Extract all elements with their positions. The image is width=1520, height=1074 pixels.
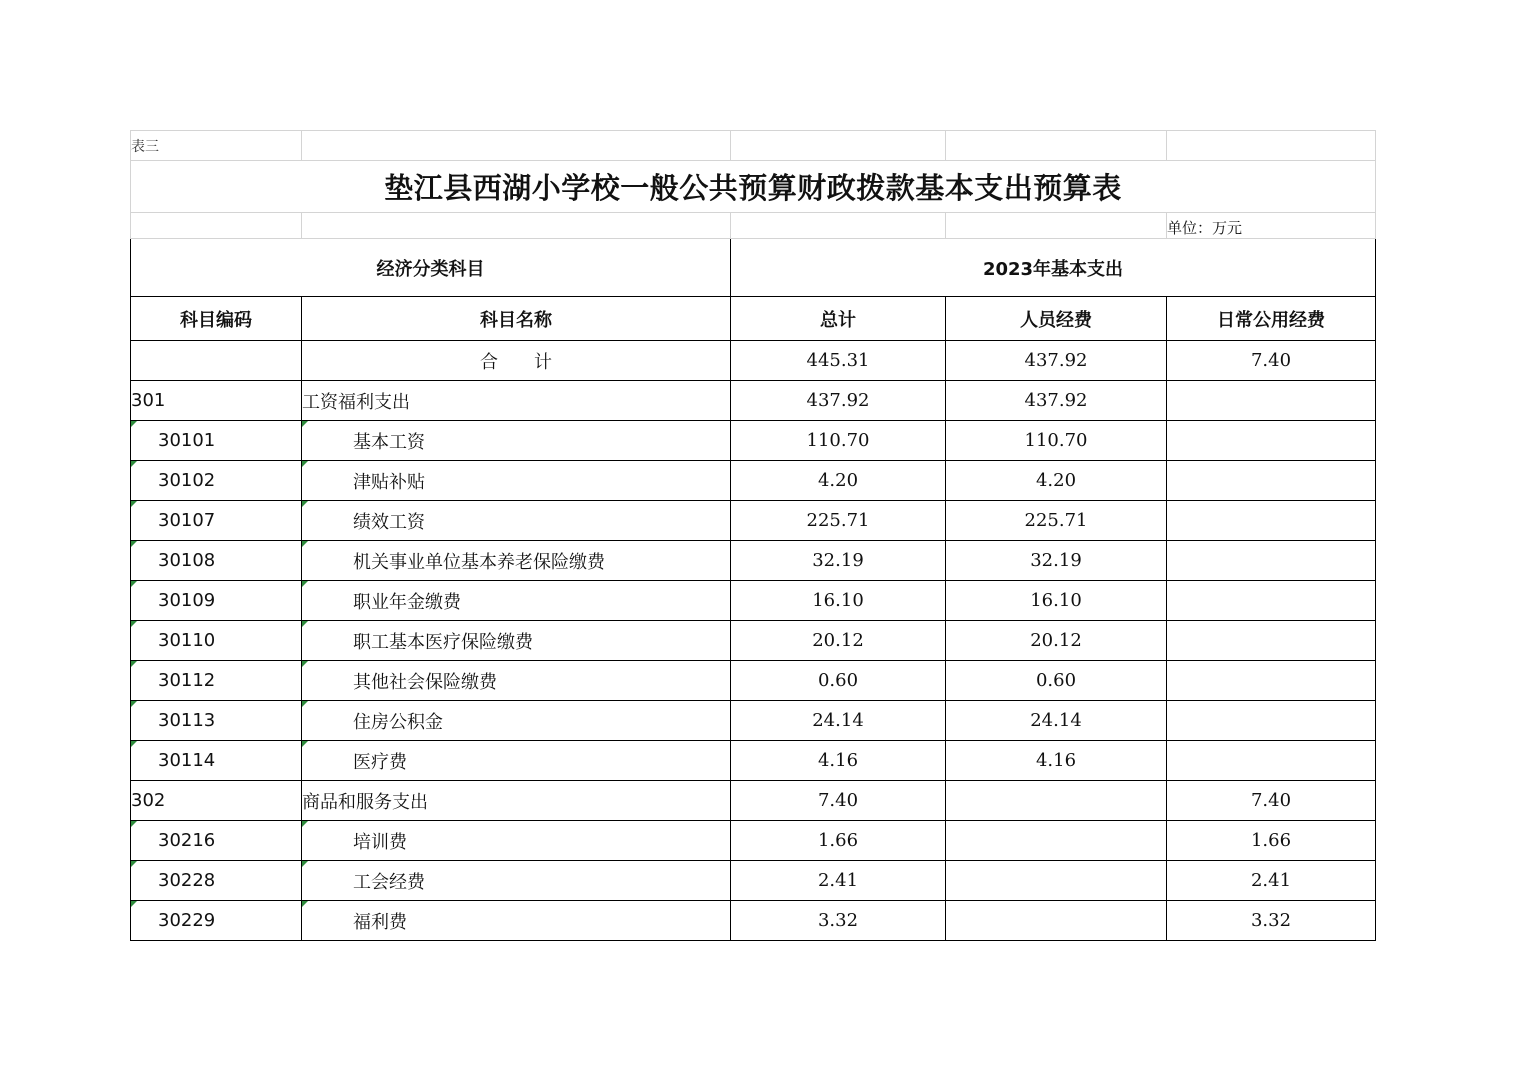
text-format-marker [302,701,308,707]
table-title: 垫江县西湖小学校一般公共预算财政拨款基本支出预算表 [131,161,1376,213]
budget-table [130,130,1376,941]
text-format-marker [131,461,137,467]
text-format-marker [302,541,308,547]
header-total: 总计 [731,297,946,341]
row-total: 437.92 [731,381,946,421]
table-row [131,501,1376,541]
table-row [131,661,1376,701]
row-public: 2.41 [1167,861,1376,901]
table-row [131,621,1376,661]
row-name: 职工基本医疗保险缴费 [302,621,731,661]
row-public: 7.40 [1167,781,1376,821]
row-personnel: 4.16 [946,741,1167,781]
row-total: 2.41 [731,861,946,901]
table-tag: 表三 [131,131,302,161]
row-personnel: 0.60 [946,661,1167,701]
row-personnel: 24.14 [946,701,1167,741]
row-total: 110.70 [731,421,946,461]
text-format-marker [302,421,308,427]
unit-row [131,213,1376,239]
table-row [131,581,1376,621]
table-row [131,381,1376,421]
row-public [1167,581,1376,621]
row-public [1167,501,1376,541]
row-name: 绩效工资 [302,501,731,541]
row-personnel: 32.19 [946,541,1167,581]
row-public [1167,661,1376,701]
total-personnel: 437.92 [946,341,1167,381]
row-name: 住房公积金 [302,701,731,741]
table-row [131,741,1376,781]
unit-label: 单位：万元 [1167,213,1376,239]
table-row [131,901,1376,941]
row-code: 30114 [131,741,302,781]
text-format-marker [131,621,137,627]
row-total: 4.16 [731,741,946,781]
row-name: 津贴补贴 [302,461,731,501]
header-group-row [131,239,1376,297]
text-format-marker [131,861,137,867]
row-total: 32.19 [731,541,946,581]
table-row [131,781,1376,821]
row-name: 培训费 [302,821,731,861]
row-code: 302 [131,781,302,821]
table-row [131,701,1376,741]
row-code: 30228 [131,861,302,901]
text-format-marker [302,661,308,667]
row-code: 30109 [131,581,302,621]
row-code: 301 [131,381,302,421]
row-name: 福利费 [302,901,731,941]
row-total: 7.40 [731,781,946,821]
row-code: 30101 [131,421,302,461]
row-public [1167,741,1376,781]
empty-cell [302,213,731,239]
row-personnel: 20.12 [946,621,1167,661]
row-code: 30216 [131,821,302,861]
row-total: 24.14 [731,701,946,741]
row-public [1167,461,1376,501]
text-format-marker [302,501,308,507]
row-public [1167,621,1376,661]
row-code: 30110 [131,621,302,661]
row-name: 机关事业单位基本养老保险缴费 [302,541,731,581]
row-personnel [946,901,1167,941]
row-code: 30102 [131,461,302,501]
text-format-marker [131,901,137,907]
text-format-marker [131,421,137,427]
row-total: 1.66 [731,821,946,861]
row-public [1167,421,1376,461]
empty-cell [731,213,946,239]
row-code: 30113 [131,701,302,741]
total-code-cell [131,341,302,381]
row-public: 1.66 [1167,821,1376,861]
text-format-marker [131,501,137,507]
row-total: 225.71 [731,501,946,541]
text-format-marker [302,461,308,467]
row-personnel: 4.20 [946,461,1167,501]
row-personnel: 437.92 [946,381,1167,421]
table-row [131,821,1376,861]
header-public: 日常公用经费 [1167,297,1376,341]
row-total: 0.60 [731,661,946,701]
empty-cell [1167,131,1376,161]
table-row [131,541,1376,581]
row-name: 工会经费 [302,861,731,901]
header-name: 科目名称 [302,297,731,341]
text-format-marker [302,621,308,627]
header-personnel: 人员经费 [946,297,1167,341]
row-name: 基本工资 [302,421,731,461]
row-personnel [946,821,1167,861]
row-personnel [946,781,1167,821]
row-personnel [946,861,1167,901]
row-code: 30229 [131,901,302,941]
text-format-marker [302,581,308,587]
title-row [131,161,1376,213]
row-public: 3.32 [1167,901,1376,941]
row-code: 30108 [131,541,302,581]
text-format-marker [302,821,308,827]
row-name: 其他社会保险缴费 [302,661,731,701]
empty-cell [946,131,1167,161]
total-total: 445.31 [731,341,946,381]
row-name: 职业年金缴费 [302,581,731,621]
text-format-marker [131,541,137,547]
header-column-row [131,297,1376,341]
row-total: 3.32 [731,901,946,941]
row-total: 4.20 [731,461,946,501]
header-basic-expenditure: 2023年基本支出 [731,239,1376,297]
row-name: 工资福利支出 [302,381,731,421]
header-economic-category: 经济分类科目 [131,239,731,297]
text-format-marker [131,821,137,827]
table-row [131,421,1376,461]
row-personnel: 110.70 [946,421,1167,461]
text-format-marker [131,661,137,667]
row-total: 16.10 [731,581,946,621]
row-personnel: 16.10 [946,581,1167,621]
row-code: 30112 [131,661,302,701]
text-format-marker [302,741,308,747]
tag-row [131,131,1376,161]
row-public [1167,541,1376,581]
row-name: 医疗费 [302,741,731,781]
header-code: 科目编码 [131,297,302,341]
row-code: 30107 [131,501,302,541]
row-personnel: 225.71 [946,501,1167,541]
text-format-marker [302,901,308,907]
row-public [1167,381,1376,421]
empty-cell [302,131,731,161]
total-label: 合 计 [302,341,731,381]
text-format-marker [131,581,137,587]
text-format-marker [131,741,137,747]
total-row [131,341,1376,381]
empty-cell [131,213,302,239]
total-public: 7.40 [1167,341,1376,381]
text-format-marker [131,701,137,707]
row-name: 商品和服务支出 [302,781,731,821]
empty-cell [731,131,946,161]
table-row [131,461,1376,501]
table-row [131,861,1376,901]
empty-cell [946,213,1167,239]
row-public [1167,701,1376,741]
text-format-marker [302,861,308,867]
row-total: 20.12 [731,621,946,661]
